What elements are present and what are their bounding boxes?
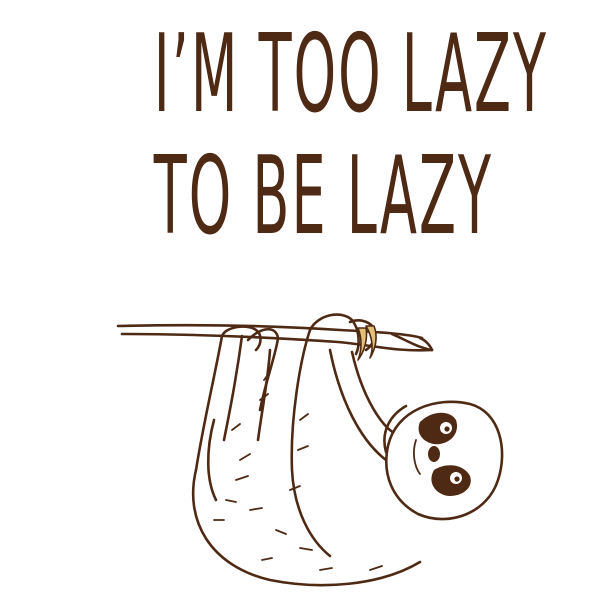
sloth-head-icon — [384, 402, 502, 519]
sloth-claws-icon — [358, 326, 376, 360]
branch-icon — [118, 325, 432, 350]
headline-line-1: I’M TOO LAZY — [153, 12, 548, 137]
headline-line-2: TO BE LAZY — [153, 134, 493, 259]
